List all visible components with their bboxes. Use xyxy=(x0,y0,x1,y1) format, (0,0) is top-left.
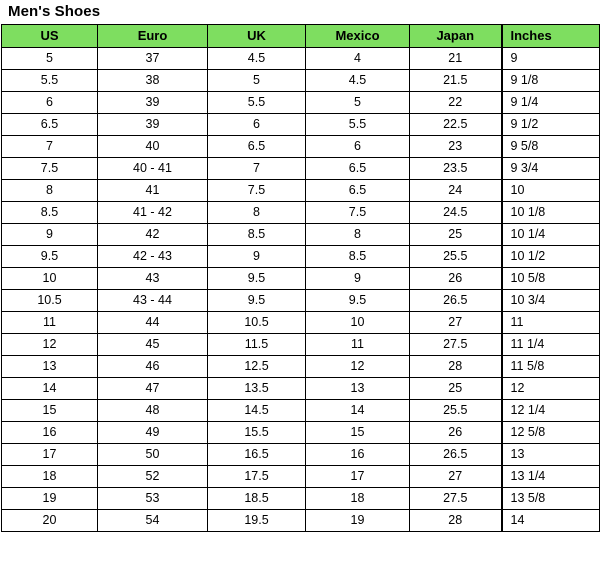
cell-mexico: 9 xyxy=(306,268,410,290)
cell-japan: 27 xyxy=(410,312,502,334)
cell-inches: 13 xyxy=(502,444,600,466)
cell-mexico: 6.5 xyxy=(306,158,410,180)
table-row xyxy=(2,378,600,400)
cell-euro: 43 xyxy=(98,268,208,290)
table-row xyxy=(2,224,600,246)
cell-euro: 40 xyxy=(98,136,208,158)
cell-uk: 4.5 xyxy=(208,48,306,70)
table-row xyxy=(2,246,600,268)
cell-us: 5.5 xyxy=(2,70,98,92)
table-row xyxy=(2,70,600,92)
cell-euro: 38 xyxy=(98,70,208,92)
table-row xyxy=(2,312,600,334)
cell-mexico: 18 xyxy=(306,488,410,510)
cell-euro: 40 - 41 xyxy=(98,158,208,180)
cell-inches: 10 xyxy=(502,180,600,202)
table-row xyxy=(2,92,600,114)
cell-uk: 8 xyxy=(208,202,306,224)
cell-mexico: 15 xyxy=(306,422,410,444)
cell-mexico: 16 xyxy=(306,444,410,466)
cell-inches: 10 1/8 xyxy=(502,202,600,224)
cell-mexico: 14 xyxy=(306,400,410,422)
cell-japan: 26 xyxy=(410,422,502,444)
cell-mexico: 10 xyxy=(306,312,410,334)
cell-mexico: 7.5 xyxy=(306,202,410,224)
cell-euro: 43 - 44 xyxy=(98,290,208,312)
cell-us: 17 xyxy=(2,444,98,466)
cell-uk: 9.5 xyxy=(208,290,306,312)
cell-japan: 28 xyxy=(410,356,502,378)
table-row xyxy=(2,114,600,136)
cell-us: 9 xyxy=(2,224,98,246)
cell-japan: 23.5 xyxy=(410,158,502,180)
table-row xyxy=(2,268,600,290)
cell-japan: 24 xyxy=(410,180,502,202)
cell-us: 9.5 xyxy=(2,246,98,268)
cell-japan: 25 xyxy=(410,224,502,246)
cell-japan: 26.5 xyxy=(410,444,502,466)
cell-euro: 42 xyxy=(98,224,208,246)
cell-us: 15 xyxy=(2,400,98,422)
cell-inches: 12 xyxy=(502,378,600,400)
cell-uk: 10.5 xyxy=(208,312,306,334)
cell-euro: 44 xyxy=(98,312,208,334)
cell-japan: 21 xyxy=(410,48,502,70)
column-header-euro: Euro xyxy=(98,25,208,48)
table-row xyxy=(2,290,600,312)
table-row xyxy=(2,488,600,510)
cell-euro: 50 xyxy=(98,444,208,466)
cell-uk: 11.5 xyxy=(208,334,306,356)
table-row xyxy=(2,48,600,70)
cell-uk: 19.5 xyxy=(208,510,306,532)
cell-inches: 10 1/2 xyxy=(502,246,600,268)
cell-uk: 9.5 xyxy=(208,268,306,290)
cell-uk: 17.5 xyxy=(208,466,306,488)
cell-inches: 9 1/8 xyxy=(502,70,600,92)
cell-us: 7 xyxy=(2,136,98,158)
cell-uk: 5 xyxy=(208,70,306,92)
cell-euro: 54 xyxy=(98,510,208,532)
cell-us: 10.5 xyxy=(2,290,98,312)
cell-euro: 47 xyxy=(98,378,208,400)
cell-mexico: 6 xyxy=(306,136,410,158)
cell-japan: 23 xyxy=(410,136,502,158)
cell-inches: 9 3/4 xyxy=(502,158,600,180)
cell-us: 19 xyxy=(2,488,98,510)
cell-japan: 25.5 xyxy=(410,400,502,422)
table-row xyxy=(2,202,600,224)
cell-inches: 13 5/8 xyxy=(502,488,600,510)
cell-inches: 14 xyxy=(502,510,600,532)
cell-euro: 41 - 42 xyxy=(98,202,208,224)
cell-uk: 6 xyxy=(208,114,306,136)
cell-uk: 5.5 xyxy=(208,92,306,114)
cell-us: 11 xyxy=(2,312,98,334)
cell-us: 13 xyxy=(2,356,98,378)
cell-inches: 12 5/8 xyxy=(502,422,600,444)
cell-euro: 39 xyxy=(98,92,208,114)
cell-inches: 9 xyxy=(502,48,600,70)
cell-japan: 25 xyxy=(410,378,502,400)
table-row xyxy=(2,400,600,422)
cell-japan: 24.5 xyxy=(410,202,502,224)
column-header-japan: Japan xyxy=(410,25,502,48)
cell-us: 8 xyxy=(2,180,98,202)
cell-mexico: 11 xyxy=(306,334,410,356)
cell-euro: 41 xyxy=(98,180,208,202)
cell-euro: 53 xyxy=(98,488,208,510)
cell-euro: 48 xyxy=(98,400,208,422)
table-row xyxy=(2,422,600,444)
cell-japan: 27 xyxy=(410,466,502,488)
cell-uk: 9 xyxy=(208,246,306,268)
table-header-row xyxy=(2,25,600,48)
cell-us: 10 xyxy=(2,268,98,290)
table-row xyxy=(2,510,600,532)
cell-mexico: 19 xyxy=(306,510,410,532)
cell-japan: 27.5 xyxy=(410,334,502,356)
cell-mexico: 8 xyxy=(306,224,410,246)
cell-mexico: 6.5 xyxy=(306,180,410,202)
cell-uk: 15.5 xyxy=(208,422,306,444)
size-conversion-table xyxy=(1,24,600,532)
cell-inches: 10 1/4 xyxy=(502,224,600,246)
cell-euro: 46 xyxy=(98,356,208,378)
cell-inches: 9 5/8 xyxy=(502,136,600,158)
cell-euro: 49 xyxy=(98,422,208,444)
cell-uk: 18.5 xyxy=(208,488,306,510)
cell-mexico: 13 xyxy=(306,378,410,400)
cell-uk: 16.5 xyxy=(208,444,306,466)
cell-inches: 11 5/8 xyxy=(502,356,600,378)
table-row xyxy=(2,334,600,356)
table-row xyxy=(2,356,600,378)
cell-mexico: 17 xyxy=(306,466,410,488)
cell-us: 6.5 xyxy=(2,114,98,136)
cell-japan: 22 xyxy=(410,92,502,114)
cell-uk: 7.5 xyxy=(208,180,306,202)
cell-euro: 52 xyxy=(98,466,208,488)
cell-us: 20 xyxy=(2,510,98,532)
cell-euro: 37 xyxy=(98,48,208,70)
cell-inches: 9 1/4 xyxy=(502,92,600,114)
cell-japan: 26 xyxy=(410,268,502,290)
cell-mexico: 4 xyxy=(306,48,410,70)
cell-mexico: 9.5 xyxy=(306,290,410,312)
cell-inches: 13 1/4 xyxy=(502,466,600,488)
cell-mexico: 5 xyxy=(306,92,410,114)
cell-uk: 7 xyxy=(208,158,306,180)
cell-uk: 13.5 xyxy=(208,378,306,400)
cell-mexico: 12 xyxy=(306,356,410,378)
column-header-inches: Inches xyxy=(502,25,600,48)
cell-us: 8.5 xyxy=(2,202,98,224)
cell-us: 12 xyxy=(2,334,98,356)
cell-inches: 10 3/4 xyxy=(502,290,600,312)
cell-inches: 9 1/2 xyxy=(502,114,600,136)
cell-uk: 14.5 xyxy=(208,400,306,422)
cell-inches: 11 xyxy=(502,312,600,334)
cell-us: 6 xyxy=(2,92,98,114)
cell-us: 5 xyxy=(2,48,98,70)
table-row xyxy=(2,466,600,488)
cell-inches: 12 1/4 xyxy=(502,400,600,422)
column-header-uk: UK xyxy=(208,25,306,48)
table-row xyxy=(2,180,600,202)
cell-mexico: 5.5 xyxy=(306,114,410,136)
cell-us: 7.5 xyxy=(2,158,98,180)
cell-euro: 39 xyxy=(98,114,208,136)
cell-japan: 28 xyxy=(410,510,502,532)
cell-uk: 8.5 xyxy=(208,224,306,246)
table-row xyxy=(2,444,600,466)
column-header-us: US xyxy=(2,25,98,48)
cell-uk: 6.5 xyxy=(208,136,306,158)
cell-mexico: 4.5 xyxy=(306,70,410,92)
page-title: Men's Shoes xyxy=(8,3,101,20)
cell-us: 18 xyxy=(2,466,98,488)
cell-japan: 25.5 xyxy=(410,246,502,268)
table-row xyxy=(2,158,600,180)
column-header-mexico: Mexico xyxy=(306,25,410,48)
cell-euro: 45 xyxy=(98,334,208,356)
cell-us: 14 xyxy=(2,378,98,400)
cell-inches: 10 5/8 xyxy=(502,268,600,290)
cell-japan: 22.5 xyxy=(410,114,502,136)
cell-uk: 12.5 xyxy=(208,356,306,378)
cell-japan: 27.5 xyxy=(410,488,502,510)
cell-euro: 42 - 43 xyxy=(98,246,208,268)
cell-mexico: 8.5 xyxy=(306,246,410,268)
cell-japan: 26.5 xyxy=(410,290,502,312)
cell-inches: 11 1/4 xyxy=(502,334,600,356)
table-row xyxy=(2,136,600,158)
cell-us: 16 xyxy=(2,422,98,444)
table-body xyxy=(2,48,600,532)
cell-japan: 21.5 xyxy=(410,70,502,92)
